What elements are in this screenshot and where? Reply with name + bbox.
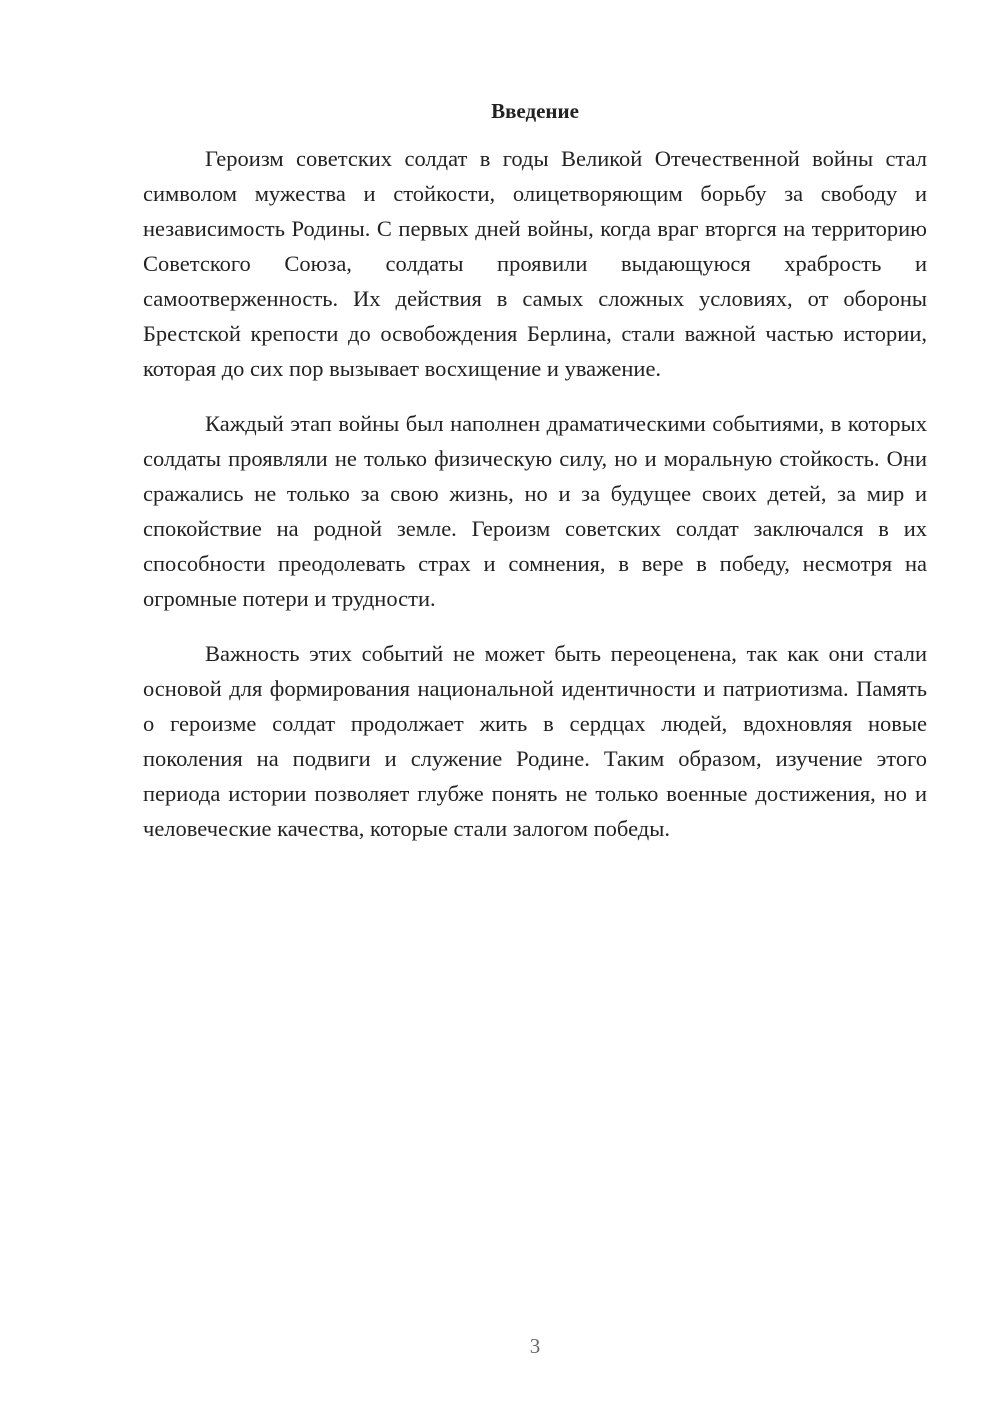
paragraph-2: Каждый этап войны был наполнен драматическими событиями, в которых солдаты проявляли не только физическую силу, но и моральную стойкость. Они сражались не только за свою жизнь, но и за будущее своих детей, за мир и спокойствие на родной земле. Героизм советских солдат заключался в их способности преодолевать страх и сомнения, в вере в победу, несмотря на огромные потери и трудности.: [143, 411, 927, 611]
section-heading: Введение: [491, 99, 579, 123]
page-content: [143, 96, 927, 846]
paragraph-3: Важность этих событий не может быть переоценена, так как они стали основой для формирования национальной идентичности и патриотизма. Память о героизме солдат продолжает жить в сердцах людей, вдохновляя новые поколения на подвиги и служение Родине. Таким образом, изучение этого периода истории позволяет глубже понять не только военные достижения, но и человеческие качества, которые стали залогом победы.: [143, 641, 927, 841]
page-number: 3: [529, 1334, 541, 1358]
paragraph-1: Героизм советских солдат в годы Великой Отечественной войны стал символом мужества и стойкости, олицетворяющим борьбу за свободу и независимость Родины. С первых дней войны, когда враг вторгся на территорию Советского Союза, солдаты проявили выдающуюся храбрость и самоотверженность. Их действия в самых сложных условиях, от обороны Брестской крепости до освобождения Берлина, стали важной частью истории, которая до сих пор вызывает восхищение и уважение.: [143, 146, 927, 381]
